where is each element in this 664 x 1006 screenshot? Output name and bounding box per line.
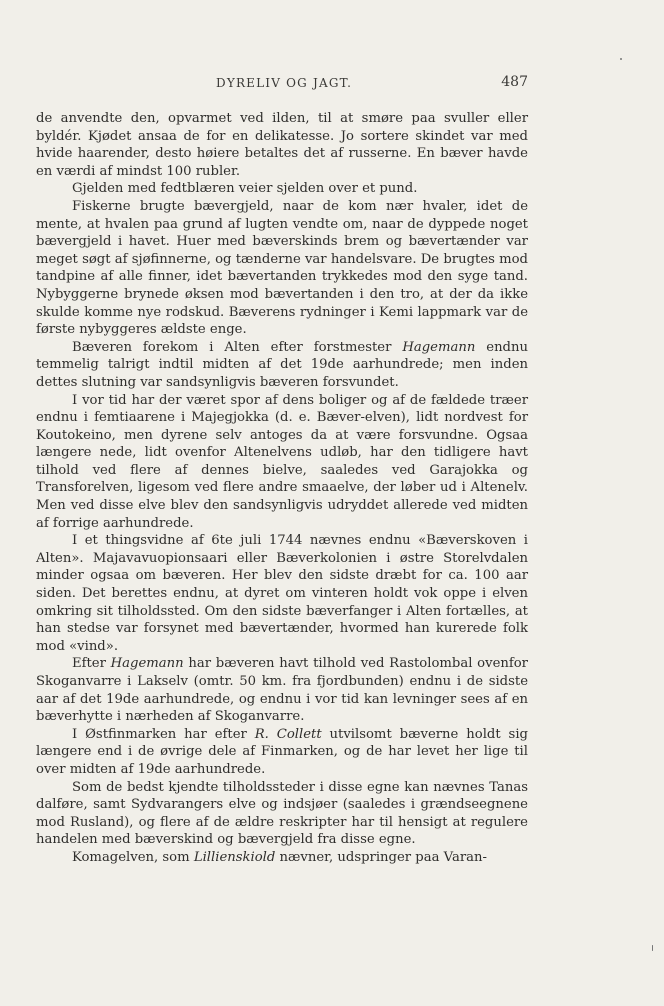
text-run: endnu temmelig talrigt indtil midten af det 19de aarhundrede; men inden dettes slutning var sandsynligvis bæveren forsvundet.	[36, 339, 528, 390]
italic-name: R. Collett	[254, 726, 322, 742]
paragraph-p5	[36, 392, 528, 533]
text-run: I vor tid har der været spor af dens boliger og af de fældede træer endnu i femtiaarene i Majegjokka (d. e. Bæver-elven), lidt nordvest for Koutokeino, men dyrene selv antoges da at være forsvundne. Ogsaa længere nede, lidt ovenfor Altenelvens udløb, har den tidligere havt tilhold ved flere af dennes bielve, saaledes ved Garajokka og Transforelven, ligesom ved flere andre smaaelve, der løber ud i Altenelv. Men ved disse elve blev den sandsynligvis udryddet allerede ved midten af forrige aarhundrede.	[36, 392, 528, 531]
paragraph-p6	[36, 532, 528, 655]
text-run: Fiskerne brugte bævergjeld, naar de kom nær hvaler, idet de mente, at hvalen paa grund af lugten vendte om, naar de dyppede noget bævergjeld i havet. Huer med bæverskinds brem og bævertænder var meget søgt af sjøfinnerne, og tænderne var handelsvare. De brugtes mod tandpine af alle finner, idet bævertanden trykkedes mod den syge tand. Nybyggerne brynede øksen mod bævertanden i den tro, at der da ikke skulde komme nye rodskud. Bæverens rydninger i Kemi lappmark var de første nybyggeres ældste enge.	[36, 198, 528, 338]
text-run: Efter	[72, 656, 111, 672]
paragraph-p9	[36, 779, 528, 849]
italic-name: Hagemann	[402, 339, 476, 355]
paper-speck	[652, 945, 653, 951]
text-run: de anvendte den, opvarmet ved ilden, til at smøre paa svuller eller byldér. Kjødet ansaa de for en delikatesse. Jo sortere skindet var med hvide haarender, desto høiere betaltes det af russerne. En bæver havde en værdi af mindst 100 rubler.	[36, 111, 528, 179]
page-number: 487	[501, 74, 528, 90]
body-text	[36, 110, 528, 867]
paragraph-p2	[36, 180, 528, 198]
paragraph-p4	[36, 339, 528, 392]
text-run: nævner, udspringer paa Varan-	[275, 849, 487, 865]
text-run: I et thingsvidne af 6te juli 1744 nævnes endnu «Bæverskoven i Alten». Majavavuopionsaari eller Bæverkolonien i østre Storelvdalen minder ogsaa om bæveren. Her blev den sidste dræbt for ca. 100 aar siden. Det berettes endnu, at dyret om vinteren holdt vok oppe i elven omkring sit tilholdssted. Om den sidste bæverfanger i Alten fortælles, at han stedse var forsynet med bævertænder, hvormed han kurerede folk mod «vind».	[36, 533, 528, 654]
paragraph-p8	[36, 726, 528, 779]
italic-name: Lillienskiold	[193, 849, 276, 865]
text-run: I Østfinmarken har efter	[72, 726, 255, 742]
text-run: Komagelven, som	[72, 849, 194, 865]
paragraph-p7	[36, 655, 528, 725]
italic-name: Hagemann	[110, 656, 184, 672]
paragraph-p1	[36, 110, 528, 180]
page-header	[36, 76, 528, 96]
paragraph-p10	[36, 849, 528, 867]
text-run: Bæveren forekom i Alten efter forstmester	[72, 339, 403, 355]
paper-speck	[620, 58, 622, 60]
text-run: Som de bedst kjendte tilholdssteder i disse egne kan nævnes Tanas dalføre, samt Sydvarangers elve og indsjøer (saaledes i grændseegnene mod Rusland), og flere af de ældre reskripter har til hensigt at regulere handelen med bæverskind og bævergjeld fra disse egne.	[36, 779, 528, 848]
text-run: utvilsomt bæverne holdt sig længere end i de øvrige dele af Finmarken, og de har levet her lige til over midten af 19de aarhundrede.	[36, 726, 528, 777]
paragraph-p3	[36, 198, 528, 339]
text-run: Gjelden med fedtblæren veier sjelden over et pund.	[72, 181, 418, 197]
running-head: DYRELIV OG JAGT.	[216, 76, 353, 90]
text-run: har bæveren havt tilhold ved Rastolombal ovenfor Skoganvarre i Lakselv (omtr. 50 km. fra fjordbunden) endnu i de sidste aar af det 19de aarhundrede, og endnu i vor tid kan levninger sees af en bæverhytte i nærheden af Skoganvarre.	[36, 656, 528, 725]
